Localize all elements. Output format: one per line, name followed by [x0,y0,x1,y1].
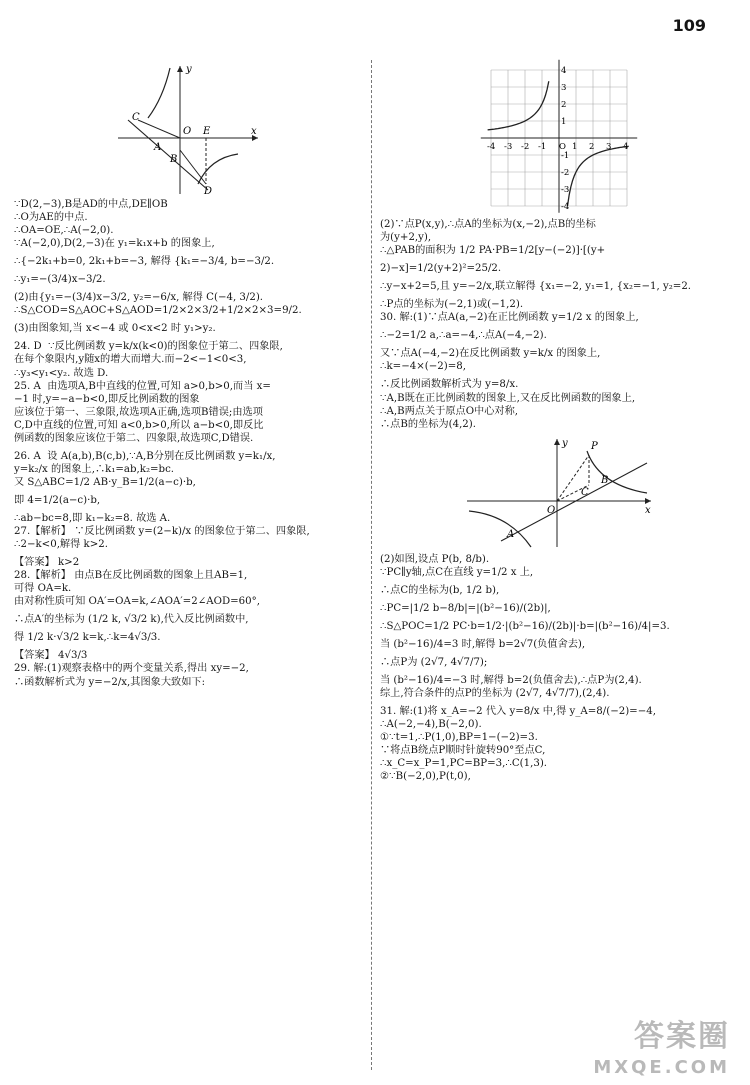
x-tick-label: 4 [623,142,629,152]
y-tick-label: -1 [561,151,570,161]
x-tick-label: 3 [606,142,612,152]
fig2-label-b: B [601,474,609,486]
fig1-label-b: B [170,154,178,165]
x-tick-label: 2 [589,142,595,152]
fig2-label-x: x [645,504,651,516]
y-tick-label: -3 [561,185,570,195]
y-tick-label: 1 [561,117,567,127]
right-line: ②∵B(−2,0),P(t,0), [380,771,471,783]
left-line: ∴y₁=−(3/4)x−3/2. [14,274,106,286]
left-line: ∴O为AE的中点. [14,212,88,224]
y-tick-label: 2 [561,100,567,110]
left-line: 【答案】 k>2 [14,557,80,569]
left-line: ∴y₃<y₁<y₂. 故选 D. [14,367,109,379]
left-text [14,198,362,689]
right-line: 又∵点A(−4,−2)在反比例函数 y=k/x 的图象上, [380,348,601,360]
right-line: ∵PC∥y轴,点C在直线 y=1/2 x 上, [380,566,534,578]
right-line: ∴△PAB的面积为 1/2 PA·PB=1/2[y−(−2)]·[(y+ [380,245,606,257]
fig2-label-p: P [591,440,598,452]
right-line: ∴P点的坐标为(−2,1)或(−1,2). [380,299,524,311]
right-line: ∴S△POC=1/2 PC·b=1/2·|(b²−16)/(2b)|·b=|(b²−16)/4|=3. [380,620,670,632]
fig1-label-e: E [203,126,211,137]
left-line: (2)由{y₁=−(3/4)x−3/2, y₂=−6/x, 解得 C(−4, 3/2). [14,292,264,304]
x-tick-label: -3 [504,142,513,152]
right-line: ∴点B的坐标为(4,2). [380,418,476,430]
left-column [14,58,362,689]
right-line: 当 (b²−16)/4=−3 时,解得 b=2(负值舍去),∴点P为(2,4). [380,674,642,686]
right-line: ∴k=−4×(−2)=8, [380,361,466,373]
hyperbola-branch [488,81,549,130]
right-line: ∴PC=|1/2 b−8/b|=|(b²−16)/(2b)|, [380,602,551,614]
right-line: 31. 解:(1)将 x_A=−2 代入 y=8/x 中,得 y_A=8/(−2)=−4, [380,706,656,718]
right-line: ∴x_C=x_P=1,PC=BP=3,∴C(1,3). [380,758,548,770]
right-line: (2)∵点P(x,y),∴点A的坐标为(x,−2),点B的坐标 [380,219,596,230]
left-line: 可得 OA=k. [14,583,72,595]
right-line: ∵将点B绕点P顺时针旋转90°至点C, [380,745,546,757]
fig1-label-o: O [183,126,192,137]
left-line: ∴{−2k₁+b=0, 2k₁+b=−3, 解得 {k₁=−3/4, b=−3/2. [14,256,275,268]
x-tick-label: -1 [538,142,547,152]
fig2-label-o: O [547,504,556,516]
left-line: 又 S△ABC=1/2 AB·y_B=1/2(a−c)·b, [14,476,196,488]
left-line: 由对称性质可知 OA′=OA=k,∠AOA′=2∠AOD=60°, [14,596,260,608]
right-line: ∴反比例函数解析式为 y=8/x. [380,379,519,391]
x-tick-label: 1 [572,142,578,152]
fig2-label-y: y [562,437,568,449]
y-tick-label: -2 [561,168,570,178]
left-line: ∴点A′的坐标为 (1/2 k, √3/2 k),代入反比例函数中, [14,614,249,626]
left-line: y=k₂/x 的图象上,∴k₁=ab,k₂=bc. [14,463,175,475]
left-line: 27.【解析】 ∵反比例函数 y=(2−k)/x 的图象位于第二、四象限, [14,526,310,538]
left-line: −1 时,y=−a−b<0,即反比例函数的图象 [14,393,200,405]
left-line: 得 1/2 k·√3/2 k=k,∴k=4√3/3. [14,632,161,644]
left-line: ∴ab−bc=8,即 k₁−k₂=8. 故选 A. [14,512,171,524]
y-tick-label: 4 [561,66,567,76]
left-line: C,D中直线的位置,可知 a<0,b>0,所以 a−b<0,即反比 [14,419,264,431]
fig2-label-c: C [581,486,589,498]
y-tick-label: 3 [561,83,567,93]
right-line: 2)−x]=1/2(y+2)²=25/2. [380,263,502,275]
left-line: (3)由图象知,当 x<−4 或 0<x<2 时 y₁>y₂. [14,323,216,335]
x-tick-label: O [559,142,566,152]
left-line: ∵D(2,−3),B是AD的中点,DE∥OB [14,199,168,210]
right-line: 为(y+2,y), [380,232,432,244]
figure-inverse-graph [477,58,641,218]
right-line: ∴点C的坐标为(b, 1/2 b), [380,584,500,596]
left-line: 【答案】 4√3/3 [14,650,88,662]
page-number: 109 [672,16,706,35]
left-line: 28.【解析】 由点B在反比例函数的图象上且AB=1, [14,570,248,582]
y-tick-label: -4 [561,202,570,212]
right-line: 30. 解:(1)∵点A(a,−2)在正比例函数 y=1/2 x 的图象上, [380,312,639,324]
fig1-label-x: x [251,126,257,137]
left-line: ∴函数解析式为 y=−2/x,其图象大致如下: [14,676,206,688]
left-line: ∵A(−2,0),D(2,−3)在 y₁=k₁x+b 的图象上, [14,238,215,250]
x-tick-label: -2 [521,142,530,152]
left-line: 即 4=1/2(a−c)·b, [14,494,101,506]
left-line: 例函数的图象应该位于第二、四象限,故选项C,D错误. [14,432,254,444]
left-line: 在每个象限内,y随x的增大而增大.而−2<−1<0<3, [14,354,247,366]
right-line: ∴A(−2,−4),B(−2,0). [380,719,482,731]
right-line: ∴−2=1/2 a,∴a=−4,∴点A(−4,−2). [380,330,547,342]
left-line: 25. A 由选项A,B中直线的位置,可知 a>0,b>0,而当 x= [14,380,271,392]
left-line: 应该位于第一、三象限,故选项A正确,选项B错误;由选项 [14,406,263,418]
right-text-bottom [380,553,738,784]
fig1-label-y: y [186,64,192,75]
left-line: ∴OA=OE,∴A(−2,0). [14,225,114,237]
figure-linear-inverse [108,58,268,198]
right-line: ∴A,B两点关于原点O中心对称, [380,405,519,417]
left-line: ∴S△COD=S△AOC+S△AOD=1/2×2×3/2+1/2×2×3=9/2. [14,305,302,317]
figure-point-p [461,433,657,551]
fig1-label-c: C [132,112,140,123]
left-line: 24. D ∵反比例函数 y=k/x(k<0)的图象位于第二、四象限, [14,341,283,353]
left-line: 29. 解:(1)观察表格中的两个变量关系,得出 xy=−2, [14,663,249,675]
watermark [593,1018,730,1079]
watermark-url: MXQE.COM [593,1056,730,1078]
fig1-label-a: A [154,142,162,153]
right-line: ∴y−x+2=5,且 y=−2/x,联立解得 {x₁=−2, y₁=1, {x₂=−1, y₂=2. [380,281,692,293]
left-line: ∴2−k<0,解得 k>2. [14,539,108,551]
right-column [380,58,738,783]
right-line: ∵A,B既在正比例函数的图象上,又在反比例函数的图象上, [380,392,636,404]
right-line: ∴点P为 (2√7, 4√7/7); [380,656,488,668]
right-text-top [380,218,738,431]
fig2-label-a: A [507,528,515,540]
column-divider [371,60,372,1070]
right-line: 当 (b²−16)/4=3 时,解得 b=2√7(负值舍去), [380,638,586,650]
right-line: ①∵t=1,∴P(1,0),BP=1−(−2)=3. [380,732,538,744]
watermark-title: 答案圈 [634,1018,730,1054]
x-tick-label: -4 [487,142,496,152]
right-line: (2)如图,设点 P(b, 8/b). [380,553,490,565]
fig1-label-d: D [204,186,213,197]
left-line: 26. A 设 A(a,b),B(c,b),∵A,B分别在反比例函数 y=k₁/x, [14,450,276,462]
right-line: 综上,符合条件的点P的坐标为 (2√7, 4√7/7),(2,4). [380,688,610,700]
